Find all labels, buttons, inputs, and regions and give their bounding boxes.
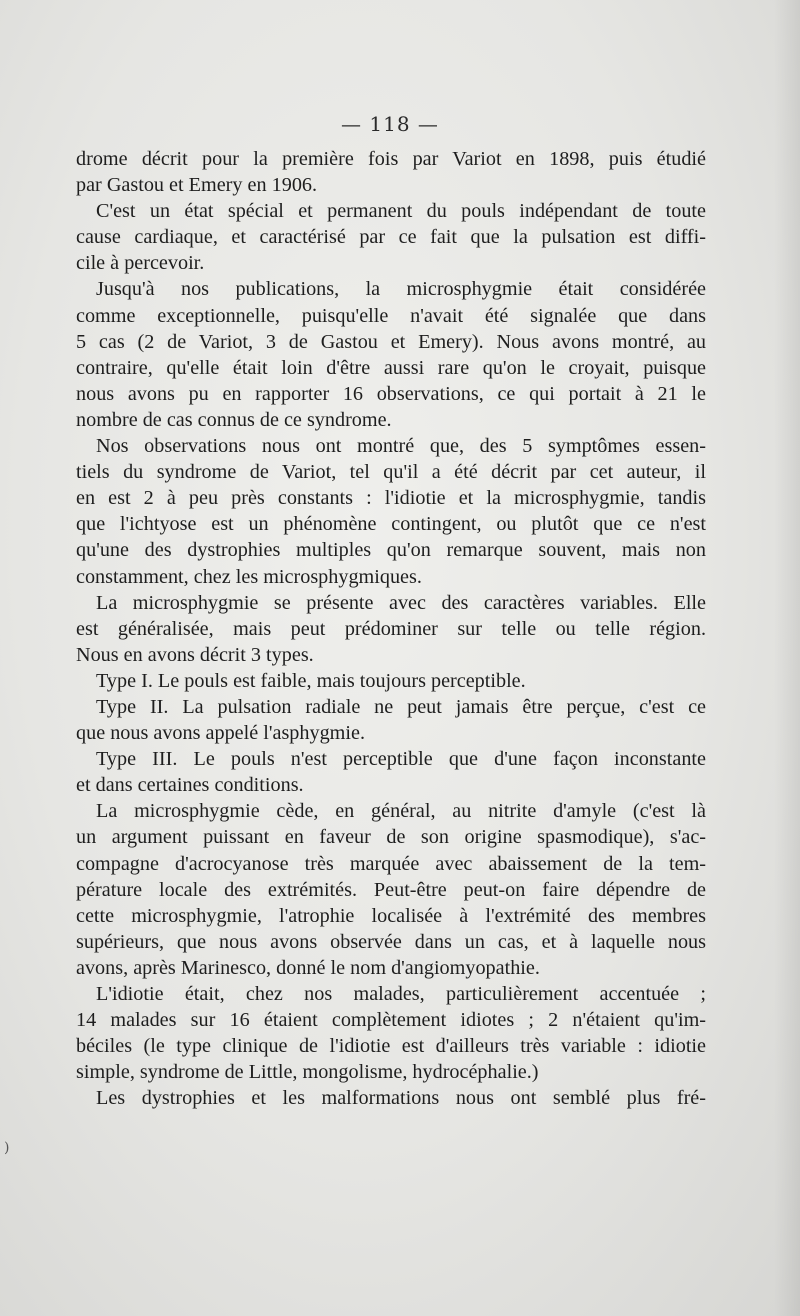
- text-line: nous avons pu en rapporter 16 observations, ce qui portait à 21 le: [76, 382, 706, 405]
- text-line: par Gastou et Emery en 1906.: [76, 174, 318, 197]
- text-line: cile à percevoir.: [76, 252, 205, 275]
- text-line: est généralisée, mais peut prédominer sur telle ou telle région.: [76, 617, 706, 640]
- text-line: L'idiotie était, chez nos malades, particulièrement accentuée ;: [96, 983, 706, 1005]
- text-line: simple, syndrome de Little, mongolisme, hydrocéphalie.): [76, 1061, 539, 1084]
- margin-mark: ): [4, 1140, 10, 1156]
- page-number: — 118 —: [341, 112, 439, 136]
- text-line: cause cardiaque, et caractérisé par ce fait que la pulsation est diffi-: [76, 226, 706, 249]
- text-line: compagne d'acrocyanose très marquée avec abaissement de la tem-: [76, 852, 706, 875]
- text-line: un argument puissant en faveur de son origine spasmodique), s'ac-: [76, 826, 706, 849]
- text-line: qu'une des dystrophies multiples qu'on remarque souvent, mais non: [76, 539, 706, 562]
- text-line: en est 2 à peu près constants : l'idiotie et la microsphygmie, tandis: [76, 487, 706, 510]
- text-line: La microsphygmie se présente avec des caractères variables. Elle: [96, 591, 706, 614]
- text-line: que nous avons appelé l'asphygmie.: [76, 722, 366, 745]
- text-line: pérature locale des extrémités. Peut-être peut-on faire dépendre de: [76, 878, 706, 901]
- text-line: avons, après Marinesco, donné le nom d'angiomyopathie.: [76, 956, 540, 979]
- text-line: La microsphygmie cède, en général, au nitrite d'amyle (c'est là: [96, 800, 706, 823]
- text-line: cette microsphygmie, l'atrophie localisée à l'extrémité des membres: [76, 904, 706, 927]
- text-line: drome décrit pour la première fois par Variot en 1898, puis étudié: [76, 148, 706, 170]
- text-line: supérieurs, que nous avons observée dans un cas, et à laquelle nous: [76, 930, 706, 953]
- text-line: constamment, chez les microsphygmiques.: [76, 565, 422, 588]
- text-line: contraire, qu'elle était loin d'être aussi rare qu'on le croyait, puisque: [76, 356, 706, 379]
- text-line: Nous en avons décrit 3 types.: [76, 643, 314, 666]
- text-line: et dans certaines conditions.: [76, 774, 304, 797]
- text-line: Jusqu'à nos publications, la microsphygmie était considérée: [96, 278, 706, 301]
- text-line: Type III. Le pouls n'est perceptible que d'une façon inconstante: [96, 748, 706, 771]
- text-line: 14 malades sur 16 étaient complètement idiotes ; 2 n'étaient qu'im-: [76, 1009, 706, 1032]
- text-line: béciles (le type clinique de l'idiotie est d'ailleurs très variable : idiotie: [76, 1035, 706, 1058]
- body-text: [76, 146, 706, 1111]
- page-edge-shadow: [774, 0, 800, 1316]
- text-line: Type II. La pulsation radiale ne peut jamais être perçue, c'est ce: [96, 695, 706, 718]
- text-line: tiels du syndrome de Variot, tel qu'il a été décrit par cet auteur, il: [76, 461, 706, 484]
- text-line: Type I. Le pouls est faible, mais toujours perceptible.: [96, 669, 526, 692]
- text-line: Nos observations nous ont montré que, des 5 symptômes essen-: [96, 435, 706, 458]
- text-line: nombre de cas connus de ce syndrome.: [76, 408, 392, 431]
- text-line: 5 cas (2 de Variot, 3 de Gastou et Emery). Nous avons montré, au: [76, 330, 706, 353]
- text-line: C'est un état spécial et permanent du pouls indépendant de toute: [96, 200, 706, 223]
- text-line: Les dystrophies et les malformations nous ont semblé plus fré-: [96, 1087, 706, 1110]
- text-line: que l'ichtyose est un phénomène contingent, ou plutôt que ce n'est: [76, 513, 706, 536]
- text-line: comme exceptionnelle, puisqu'elle n'avait été signalée que dans: [76, 304, 706, 327]
